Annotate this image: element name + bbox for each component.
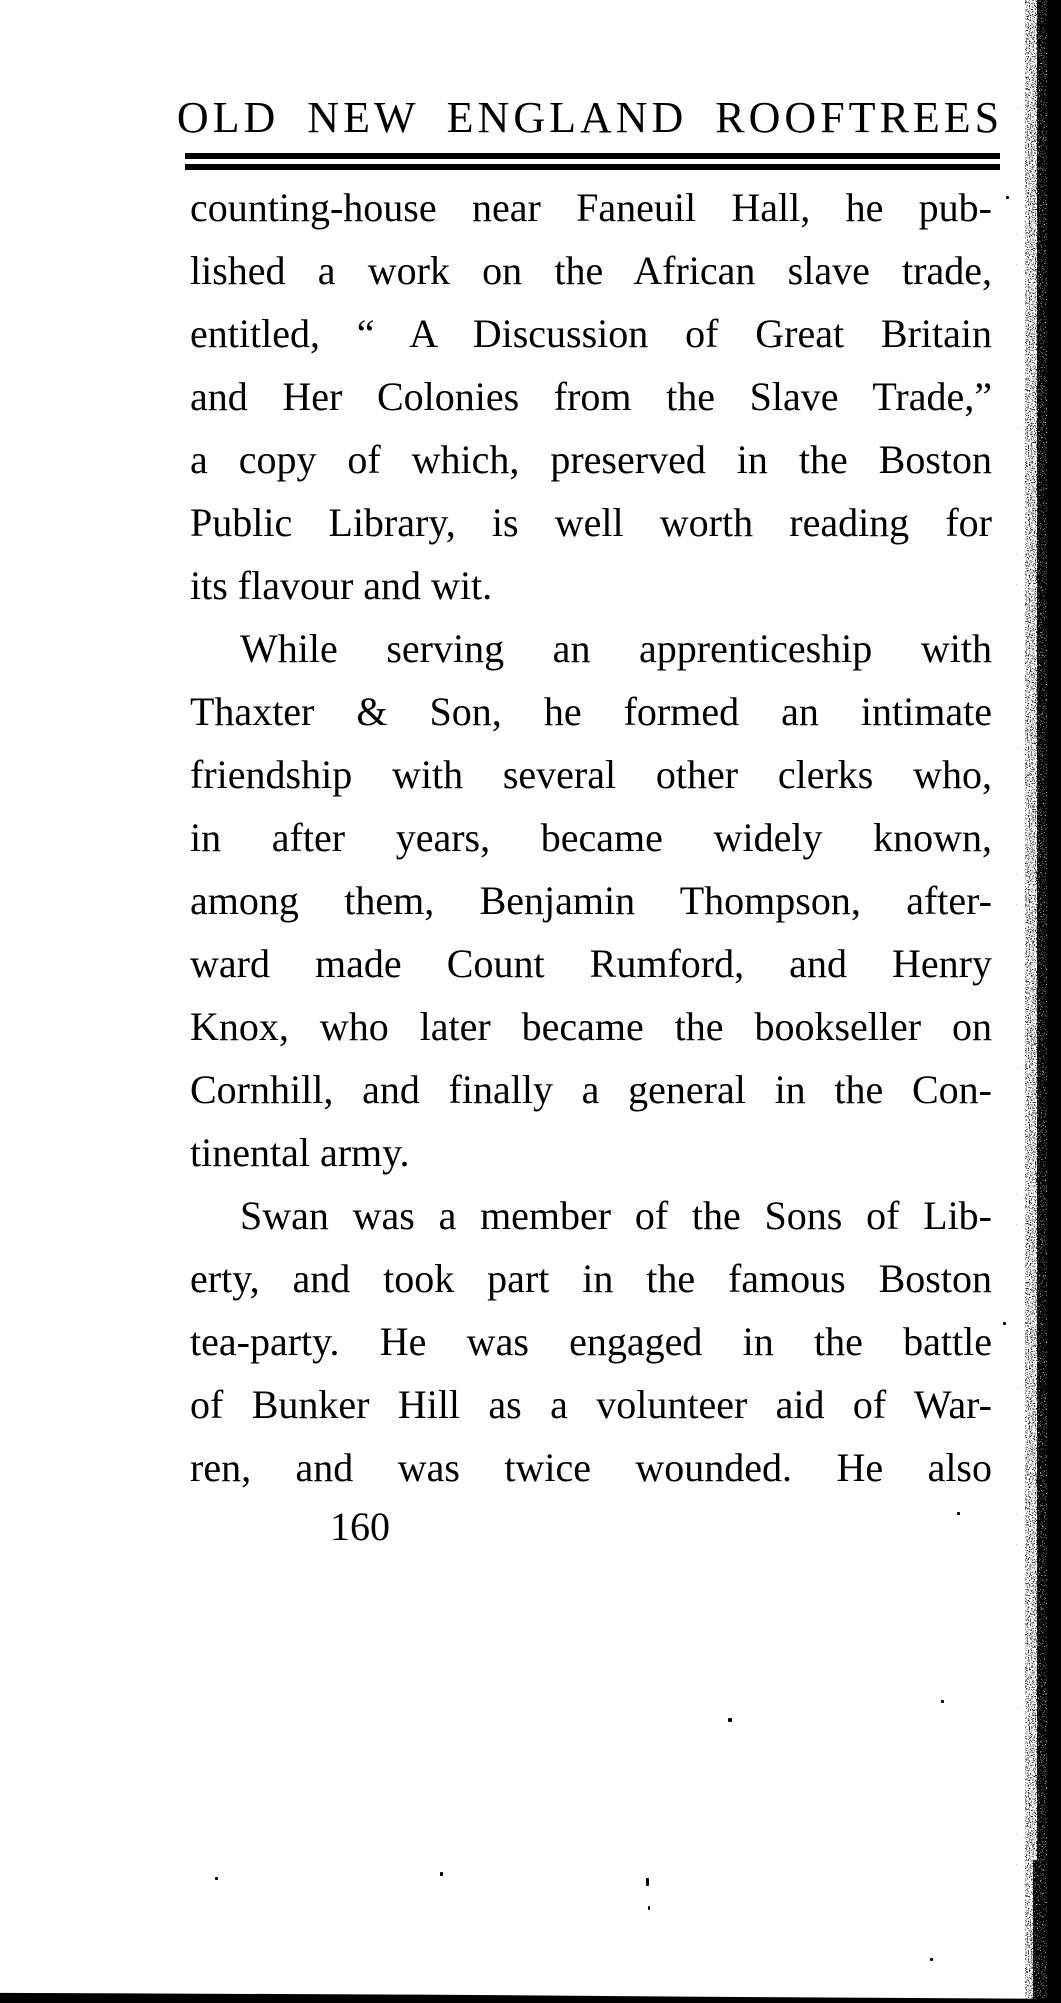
text-line: its flavour and wit. bbox=[190, 563, 493, 608]
text-line: ren, and was twice wounded. He also bbox=[190, 1445, 992, 1490]
scan-bottom-artifact bbox=[0, 1989, 1050, 2003]
rule-bottom bbox=[185, 164, 1000, 170]
text-line: counting-house near Faneuil Hall, he pub- bbox=[190, 185, 992, 230]
text-line: among them, Benjamin Thompson, after- bbox=[190, 878, 992, 923]
text-line: Knox, who later became the bookseller on bbox=[190, 1004, 992, 1049]
text-line: Cornhill, and finally a general in the Con- bbox=[190, 1067, 992, 1112]
text-line: Public Library, is well worth reading for bbox=[190, 500, 992, 545]
scan-speck bbox=[1006, 196, 1009, 199]
running-header: OLD NEW ENGLAND ROOFTREES bbox=[176, 93, 1004, 142]
text-line: Thaxter & Son, he formed an intimate bbox=[190, 689, 992, 734]
text-line: Swan was a member of the Sons of Lib- bbox=[240, 1193, 992, 1238]
scan-speck bbox=[646, 1878, 649, 1886]
scan-speck bbox=[728, 1718, 732, 1722]
text-line: lished a work on the African slave trade, bbox=[190, 248, 992, 293]
rule-top bbox=[185, 153, 1000, 159]
scan-speck bbox=[440, 1872, 443, 1876]
scan-speck bbox=[941, 1700, 944, 1703]
scan-speck bbox=[930, 1958, 933, 1961]
scan-speck bbox=[215, 1877, 218, 1880]
text-line: in after years, became widely known, bbox=[190, 815, 992, 860]
header-double-rule bbox=[185, 153, 1000, 170]
text-line: ward made Count Rumford, and Henry bbox=[190, 941, 992, 986]
text-line: a copy of which, preserved in the Boston bbox=[190, 437, 992, 482]
text-line: friendship with several other clerks who, bbox=[190, 752, 992, 797]
text-line: tea-party. He was engaged in the battle bbox=[190, 1319, 992, 1364]
text-line: and Her Colonies from the Slave Trade,” bbox=[190, 374, 992, 419]
page-number: 160 bbox=[330, 1504, 390, 1549]
text-line: tinental army. bbox=[190, 1130, 410, 1175]
scan-speck bbox=[648, 1906, 650, 1910]
text-line: erty, and took part in the famous Boston bbox=[190, 1256, 992, 1301]
text-line: of Bunker Hill as a volunteer aid of War- bbox=[190, 1382, 992, 1427]
body-text bbox=[190, 176, 992, 1499]
scan-speck bbox=[957, 1512, 960, 1515]
text-line: While serving an apprenticeship with bbox=[240, 626, 992, 671]
scan-speck bbox=[1003, 1322, 1006, 1325]
scan-edge-artifact bbox=[1013, 0, 1061, 2003]
text-line: entitled, “ A Discussion of Great Britain bbox=[190, 311, 992, 356]
